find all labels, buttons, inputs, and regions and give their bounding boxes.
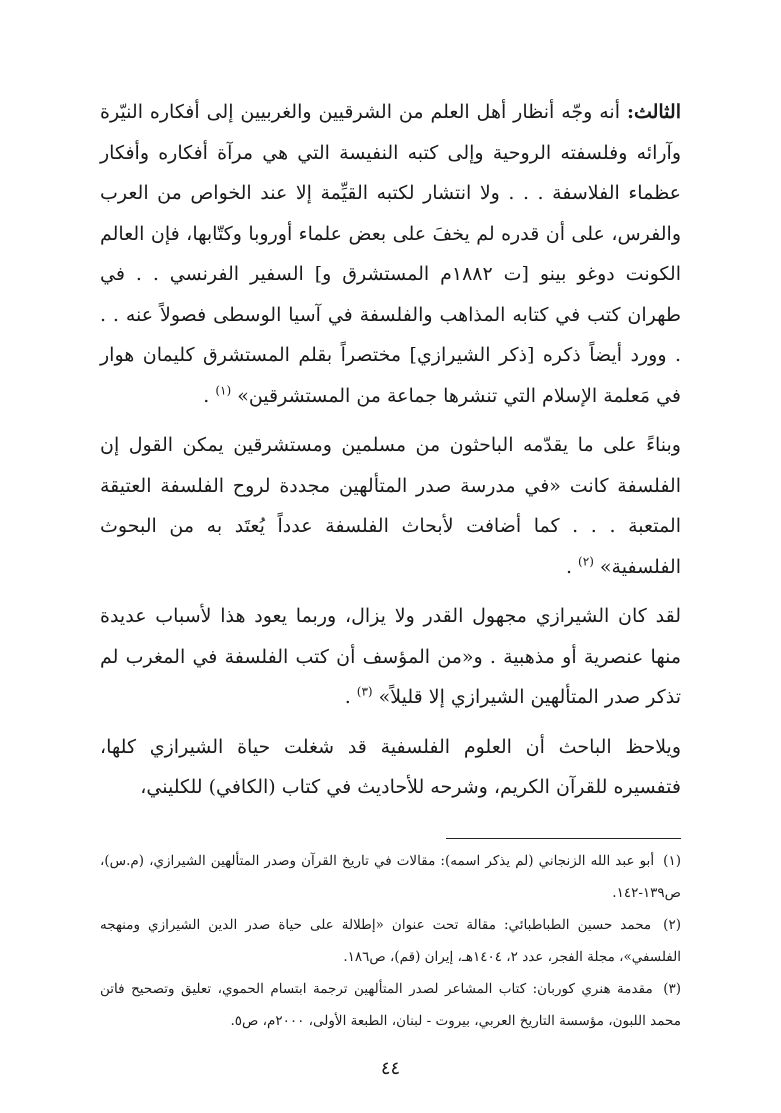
paragraph-4-text: ويلاحظ الباحث أن العلوم الفلسفية قد شغلت حياة الشيرازي كلها، فتفسيره للقرآن الكريم، وشرحه للأحاديث في كتاب (الكافي) للكليني، (100, 735, 681, 798)
paragraph-3-text: لقد كان الشيرازي مجهول القدر ولا يزال، وربما يعود هذا لأسباب عديدة منها عنصرية أو مذهبية . و«من المؤسف أن كتب الفلسفة في المغرب لم تذكر صدر المتألهين الشيرازي إلا قليلاً» (100, 605, 681, 708)
footnote-text: أبو عبد الله الزنجاني (لم يذكر اسمه): مقالات في تاريخ القرآن وصدر المتألهين الشيرازي، (م.س)، ص١٣٩-١٤٢. (100, 853, 681, 901)
footnote-item (100, 973, 681, 1037)
footnote-text: مقدمة هنري كوربان: كتاب المشاعر لصدر المتألهين ترجمة ابتسام الحموي، تعليق وتصحيح فاتن محمد اللبون، مؤسسة التاريخ العربي، بيروت - لبنان، الطبعة الأولى، ٢٠٠٠م، ص٥. (100, 981, 681, 1029)
footnote-marker-2: (٢) (578, 554, 594, 569)
footnote-item (100, 909, 681, 973)
main-text (100, 92, 681, 808)
footnotes (100, 845, 681, 1037)
footnote-text: محمد حسين الطباطبائي: مقالة تحت عنوان «إطلالة على حياة صدر الدين الشيرازي ومنهجه الفلسفي»، مجلة الفجر، عدد ٢، ١٤٠٤هـ، إيران (قم)، ص١٨٦. (100, 917, 681, 965)
footnote-number: (٢) (663, 917, 681, 933)
paragraph-1-text: أنه وجّه أنظار أهل العلم من الشرقيين والغربيين إلى أفكاره النيّرة وآرائه وفلسفته الروحية وإلى كتبه النفيسة التي هي مرآة أفكاره وأفكار عظماء الفلاسفة . . . ولا انتشار لكتبه القيِّمة إلا عند الخواص من العرب والفرس، على أن قدره لم يخفَ على بعض علماء أوروبا وكتّابها، فإن العالم الكونت دوغو بينو [ت ١٨٨٢م المستشرق و] السفير الفرنسي . . في طهران كتب في كتابه المذاهب والفلسفة في آسيا الوسطى فصولاً عنه . . . وورد أيضاً ذكره [ذكر الشيرازي] مختصراً بقلم المستشرق كليمان هوار في مَعلمة الإسلام التي تنشرها جماعة من المستشرقين» (100, 101, 681, 407)
page-number: ٤٤ (380, 1058, 401, 1079)
paragraph-2: وبناءً على ما يقدّمه الباحثون من مسلمين ومستشرقين يمكن القول إن الفلسفة كانت «في مدرسة صدر المتألهين مجددة لروح الفلسفة العتيقة المتعبة . . . كما أضافت لأبحاث الفلسفة عدداً يُعتَد به من البحوث الفلسفية» $^{(٢)}$ . (100, 434, 681, 578)
footnote-number: (١) (663, 853, 681, 869)
footnote-marker-1: (١) (215, 383, 232, 398)
paragraph-3: لقد كان الشيرازي مجهول القدر ولا يزال، وربما يعود هذا لأسباب عديدة منها عنصرية أو مذهبية . و«من المؤسف أن كتب الفلسفة في المغرب لم تذكر صدر المتألهين الشيرازي إلا قليلاً» $^{(٣)}$ . (100, 605, 681, 708)
paragraph-2-text: وبناءً على ما يقدّمه الباحثون من مسلمين ومستشرقين يمكن القول إن الفلسفة كانت «في مدرسة صدر المتألهين مجددة لروح الفلسفة العتيقة المتعبة . . . كما أضافت لأبحاث الفلسفة عدداً يُعتَد به من البحوث الفلسفية» (100, 434, 681, 578)
paragraph-4 (100, 727, 681, 808)
footnote-divider (446, 838, 681, 839)
footnote-marker-3: (٣) (356, 684, 373, 699)
paragraph-lead-word: الثالث: (626, 101, 681, 123)
footnote-number: (٣) (663, 981, 682, 997)
paragraph-1: الثالث: أنه وجّه أنظار أهل العلم من الشرقيين والغربيين إلى أفكاره النيّرة وآرائه وفلسفته الروحية وإلى كتبه النفيسة التي هي مرآة أفكاره وأفكار عظماء الفلاسفة . . . ولا انتشار لكتبه القيِّمة إلا عند الخواص من العرب والفرس، على أن قدره لم يخفَ على بعض علماء أوروبا وكتّابها، فإن العالم الكونت دوغو بينو [ت ١٨٨٢م المستشرق و] السفير الفرنسي . . في طهران كتب في كتابه المذاهب والفلسفة في آسيا الوسطى فصولاً عنه . . . وورد أيضاً ذكره [ذكر الشيرازي] مختصراً بقلم المستشرق كليمان هوار في مَعلمة الإسلام التي تنشرها جماعة من المستشرقين» $^{(١)}$ . (100, 101, 681, 407)
footnote-item (100, 845, 681, 909)
